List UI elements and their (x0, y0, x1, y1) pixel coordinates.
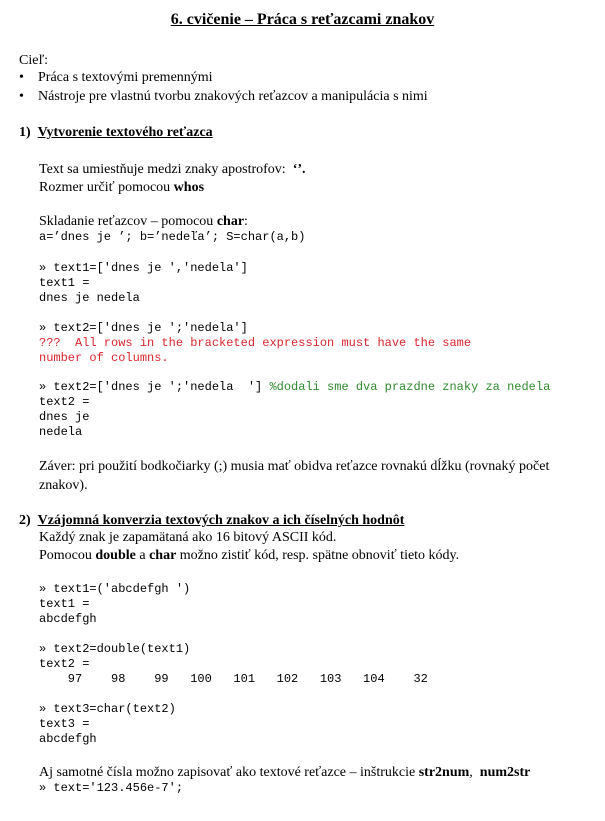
goal-bullet-2 (19, 89, 428, 105)
keyword-char: char (216, 214, 245, 229)
section1-conclusion-line2: znakov). (39, 478, 88, 493)
section1-heading (19, 125, 213, 141)
goal-bullet-text: Práca s textovými premennými (38, 70, 213, 85)
code-block-double: » text2=double(text1) text2 = 97 98 99 100 101 102 103 104 32 (39, 642, 428, 686)
code-comment: %dodali sme dva prazdne znaky za nedela (269, 380, 551, 394)
apostrophes-glyph: ‘’. (292, 162, 306, 177)
section1-paragraph-2 (39, 180, 204, 196)
paragraph-text: možno zistiť kód, resp. spätne obnoviť tieto kódy. (176, 548, 460, 563)
section1-paragraph-1 (39, 162, 306, 178)
code-block-text1: » text1=['dnes je ','nedela'] text1 = dnes je nedela (39, 261, 248, 305)
keyword-whos: whos (173, 180, 205, 195)
section1-number: 1) (19, 125, 31, 140)
paragraph-text: Rozmer určiť pomocou (39, 180, 174, 195)
paragraph-text: : (244, 214, 248, 229)
section2-heading (19, 513, 404, 529)
paragraph-text: a (135, 548, 150, 563)
section1-title: Vytvorenie textového reťazca (37, 125, 213, 140)
code-block-error: ??? All rows in the bracketed expression must have the same number of columns. (39, 336, 472, 365)
paragraph-text: Skladanie reťazcov – pomocou (39, 214, 217, 229)
bullet-icon: • (19, 89, 24, 104)
code-command: » text2=['dnes je ';'nedela '] (39, 380, 270, 394)
keyword-double: double (95, 548, 136, 563)
code-block-compose: a=’dnes je ’; b=’nedeľa’; S=char(a,b) (39, 230, 306, 244)
section1-paragraph-3 (39, 214, 248, 230)
page-title: 6. cvičenie – Práca s reťazcami znakov (170, 11, 435, 28)
section2-title: Vzájomná konverzia textových znakov a ich číselných hodnôt (37, 513, 405, 528)
goal-bullet-text: Nástroje pre vlastnú tvorbu znakových reťazcov a manipulácia s nimi (38, 89, 428, 104)
code-block-number-string: » text='123.456e-7'; (39, 781, 184, 795)
paragraph-text: , (469, 765, 480, 780)
code-block-text1-letters: » text1=('abcdefgh ') text1 = abcdefgh (39, 582, 191, 626)
keyword-num2str: num2str (479, 765, 531, 780)
paragraph-text: Pomocou (39, 548, 96, 563)
goal-label: Cieľ: (19, 53, 49, 68)
code-block-text2-fixed (39, 380, 550, 395)
section2-number: 2) (19, 513, 31, 528)
section1-conclusion-line1: Záver: pri použití bodkočiarky (;) musia mať obidva reťazce rovnakú dĺžku (rovnaký počet (39, 459, 550, 474)
code-block-char: » text3=char(text2) text3 = abcdefgh (39, 702, 176, 746)
paragraph-text: Text sa umiestňuje medzi znaky apostrofov: (39, 162, 286, 177)
code-block-text2-output: text2 = dnes je nedela (39, 395, 90, 439)
section2-paragraph-3 (39, 765, 530, 781)
paragraph-text: Aj samotné čísla možno zapisovať ako textové reťazce – inštrukcie (39, 765, 419, 780)
bullet-icon: • (19, 70, 24, 85)
code-block-text2-cmd: » text2=['dnes je ';'nedela'] (39, 321, 248, 335)
keyword-str2num: str2num (418, 765, 470, 780)
goal-bullet-1 (19, 70, 213, 86)
section2-paragraph-1: Každý znak je zapamätaná ako 16 bitový ASCII kód. (39, 530, 337, 545)
section2-paragraph-2 (39, 548, 459, 564)
keyword-char: char (149, 548, 177, 563)
